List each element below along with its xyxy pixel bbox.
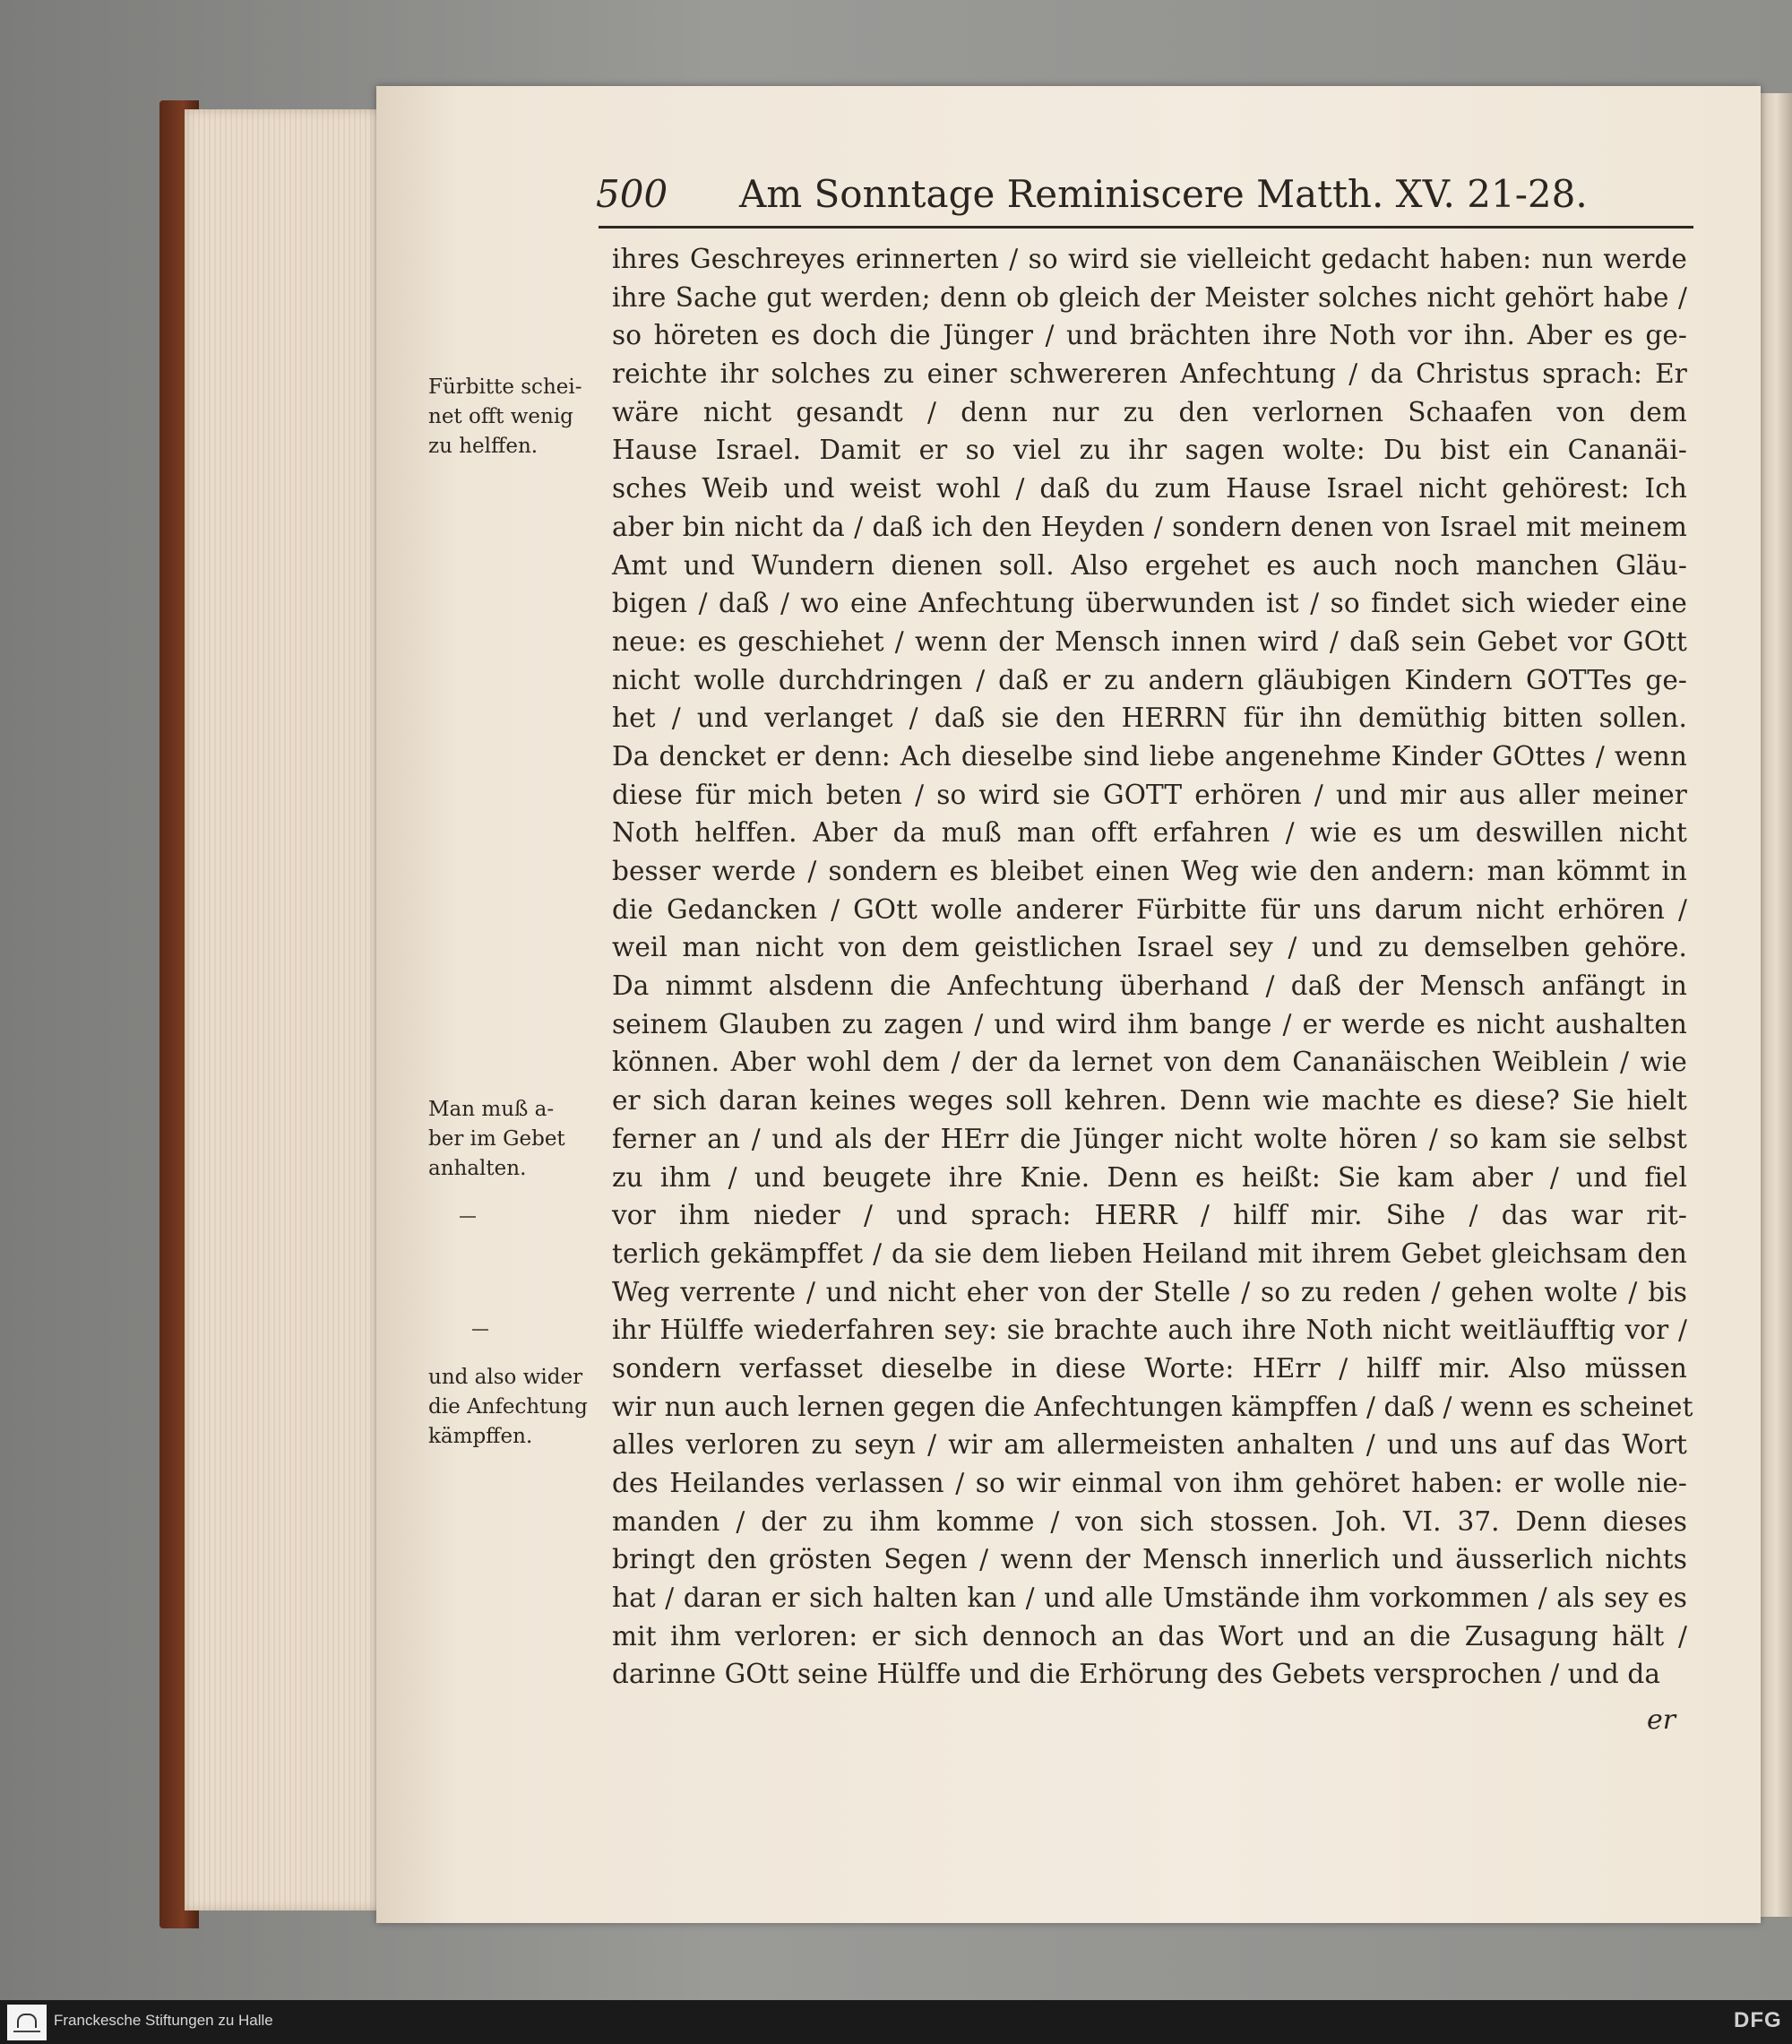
text-line: weil man nicht von dem geistlichen Israel sey / und zu demselben gehöre. <box>612 932 1687 963</box>
text-line: aber bin nicht da / daß ich den Heyden / sondern denen von Israel mit meinem <box>612 511 1687 542</box>
margin-note <box>428 1363 607 1452</box>
text-line: wir nun auch lernen gegen die Anfechtungen kämpffen / daß / wenn es scheinet <box>612 1391 1693 1422</box>
text-line: die Gedancken / GOtt wolle anderer Fürbitte für uns darum nicht erhören / <box>612 893 1687 925</box>
margin-note-line: Man muß a- <box>428 1098 555 1121</box>
margin-note <box>428 373 607 461</box>
text-line: wäre nicht gesandt / denn nur zu den verlornen Schaafen von dem <box>612 396 1687 427</box>
text-line: het / und verlanget / daß sie den HERRN für ihn demüthig bitten sollen. <box>612 703 1687 734</box>
text-line: ferner an / und als der HErr die Jünger nicht wolte hören / so kam sie selbst <box>612 1123 1687 1154</box>
logo-line <box>13 2031 40 2032</box>
text-line: Hause Israel. Damit er so viel zu ihr sagen wolte: Du bist ein Cananäi- <box>612 435 1687 466</box>
text-line: Amt und Wundern dienen soll. Also ergehet es auch noch manchen Gläu- <box>612 549 1687 581</box>
margin-note-line: und also wider <box>428 1366 583 1389</box>
text-line: so höreten es doch die Jünger / und brächten ihre Noth vor ihn. Aber es ge- <box>612 320 1687 351</box>
running-title: Am Sonntage Reminiscere Matth. XV. 21-28. <box>739 172 1588 216</box>
text-line: Noth helffen. Aber da muß man offt erfahren / wie es um deswillen nicht <box>612 817 1687 849</box>
text-line: sondern verfasset dieselbe in diese Worte: HErr / hilff mir. Also müssen <box>612 1352 1687 1384</box>
text-line: er sich daran keines weges soll kehren. Denn wie machte es diese? Sie hielt <box>612 1085 1687 1117</box>
margin-note-line: zu helffen. <box>428 435 538 458</box>
text-line: besser werde / sondern es bleibet einen Weg wie den andern: man kömmt in <box>612 856 1687 886</box>
page-header <box>596 172 1671 220</box>
institution-name[interactable]: Franckesche Stiftungen zu Halle <box>54 2012 273 2029</box>
text-line: diese für mich beten / so wird sie GOTT erhören / und mir aus aller meiner <box>612 779 1687 810</box>
text-line: ihre Sache gut werden; denn ob gleich der Meister solches nicht gehört habe / <box>612 281 1687 313</box>
margin-note-line: anhalten. <box>428 1157 527 1180</box>
text-line: Da dencket er denn: Ach dieselbe sind liebe angenehme Kinder GOttes / wenn <box>612 740 1687 772</box>
text-line: bigen / daß / wo eine Anfechtung überwunden ist / so findet sich wieder eine <box>612 588 1687 619</box>
facing-page-edge <box>1761 93 1792 1917</box>
text-line: neue: es geschiehet / wenn der Mensch innen wird / daß sein Gebet vor GOtt <box>612 625 1687 657</box>
margin-note <box>428 1095 607 1184</box>
margin-note-line: Fürbitte schei- <box>428 375 582 399</box>
text-line: reichte ihr solches zu einer schwereren Anfechtung / da Christus sprach: Er <box>612 358 1687 390</box>
margin-note-line: net offt wenig <box>428 405 573 428</box>
text-line: darinne GOtt seine Hülffe und die Erhörung des Gebets versprochen / und da <box>612 1659 1661 1690</box>
text-line: mit ihm verloren: er sich dennoch an das Wort und an die Zusagung hält / <box>612 1620 1687 1652</box>
text-line: ihres Geschreyes erinnerten / so wird sie vielleicht gedacht haben: nun werde <box>612 244 1687 274</box>
page-number: 500 <box>596 172 668 216</box>
text-line: nicht wolle durchdringen / daß er zu andern gläubigen Kindern GOTTes ge- <box>612 664 1687 695</box>
text-line: seinem Glauben zu zagen / und wird ihm bange / er werde es nicht aushalten <box>612 1008 1687 1039</box>
text-line: hat / daran er sich halten kan / und alle Umstände ihm vorkommen / als sey es <box>612 1583 1687 1614</box>
dfg-logo[interactable]: DFG <box>1734 2008 1782 2032</box>
margin-note-line: kämpffen. <box>428 1425 533 1448</box>
text-line: zu ihm / und beugete ihre Knie. Denn es heißt: Sie kam aber / und fiel <box>612 1161 1687 1193</box>
stray-ink-mark <box>460 1216 476 1218</box>
text-line: können. Aber wohl dem / der da lernet von dem Cananäischen Weiblein / wie <box>612 1047 1687 1078</box>
text-line: des Heilandes verlassen / so wir einmal von ihm gehöret haben: er wolle nie- <box>612 1468 1687 1498</box>
margin-note-line: die Anfechtung <box>428 1395 588 1419</box>
text-line: bringt den grösten Segen / wenn der Mensch innerlich und äusserlich nichts <box>612 1544 1687 1575</box>
text-line: Weg verrente / und nicht eher von der Stelle / so zu reden / gehen wolte / bis <box>612 1276 1687 1307</box>
logo-icon <box>17 2014 37 2028</box>
text-line: vor ihm nieder / und sprach: HERR / hilff mir. Sihe / das war rit- <box>612 1200 1687 1231</box>
page-edges <box>185 109 409 1910</box>
text-line: alles verloren zu seyn / wir am allermeisten anhalten / und uns auf das Wort <box>612 1429 1687 1461</box>
catchword: er <box>1647 1704 1676 1736</box>
text-line: manden / der zu ihm komme / von sich stossen. Joh. VI. 37. Denn dieses <box>612 1505 1687 1537</box>
header-rule <box>599 226 1693 229</box>
text-line: sches Weib und weist wohl / daß du zum Hause Israel nicht gehörest: Ich <box>612 473 1687 505</box>
institution-logo[interactable] <box>7 2005 47 2040</box>
text-line: terlich gekämpffet / da sie dem lieben Heiland mit ihrem Gebet gleichsam den <box>612 1238 1687 1269</box>
body-text <box>612 240 1693 1694</box>
margin-note-line: ber im Gebet <box>428 1127 565 1151</box>
text-line: Da nimmt alsdenn die Anfechtung überhand / daß der Mensch anfängt in <box>612 970 1687 1002</box>
text-line: ihr Hülffe wiederfahren sey: sie brachte auch ihre Noth nicht weitläufftig vor / <box>612 1315 1687 1346</box>
stray-ink-mark <box>472 1329 488 1331</box>
